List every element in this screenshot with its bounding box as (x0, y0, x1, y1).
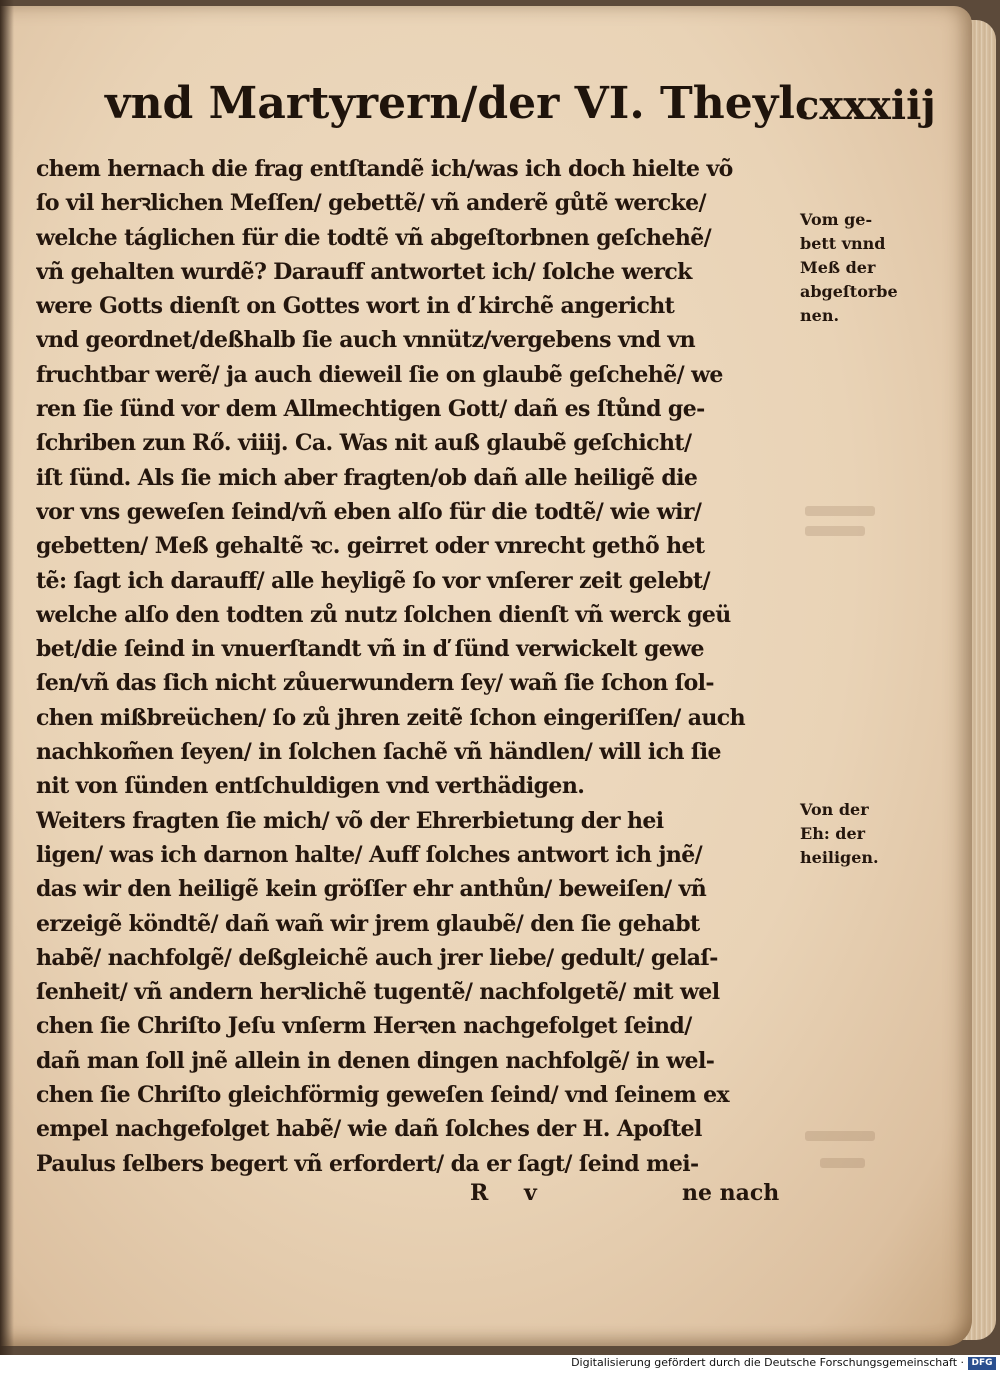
bleed-through-mark (820, 1158, 865, 1168)
dfg-logo: DFG (968, 1357, 996, 1370)
main-text-block (36, 152, 796, 1181)
text-line: chen mißbreüchen/ ſo zů jhren zeitẽ ſchon eingeriſſen/ auch (36, 704, 745, 731)
text-line: fruchtbar werẽ/ ja auch dieweil ſie on glaubẽ geſchehẽ/ we (36, 361, 723, 388)
text-line: bet/die ſeind in vnuerſtandt vñ in ď ſünd verwickelt gewe (36, 636, 704, 663)
bleed-through-mark (805, 526, 865, 536)
text-line: ſo vil herꝛlichen Meſſen/ gebettẽ/ vñ anderẽ gůtẽ wercke/ (36, 190, 706, 217)
text-line: Weiters fragten ſie mich/ võ der Ehrerbietung der hei (36, 807, 664, 834)
text-line: were Gotts dienſt on Gottes wort in ď kirchẽ angericht (36, 293, 675, 320)
catchword: ne nach (682, 1180, 780, 1206)
text-line: vnd geordnet/deßhalb ſie auch vnnütz/vergebens vnd vn (36, 327, 695, 354)
text-line: erzeigẽ köndtẽ/ dañ wañ wir jrem glaubẽ/ den ſie gehabt (36, 910, 700, 937)
signature-mark: R v (470, 1180, 551, 1206)
text-line: welche táglichen für die todtẽ vñ abgeſtorbnen geſchehẽ/ (36, 224, 712, 251)
text-line: chen ſie Chriſto Jeſu vnſerm Herꝛen nachgefolget ſeind/ (36, 1013, 692, 1040)
margin-note-line: heiligen. (800, 848, 879, 867)
text-line: nit von ſünden entſchuldigen vnd verthädigen. (36, 773, 585, 800)
text-line: ligen/ was ich darnon halte/ Auff ſolches antwort ich jnẽ/ (36, 841, 703, 868)
text-line: empel nachgefolget habẽ/ wie dañ ſolches der H. Apoſtel (36, 1116, 702, 1143)
text-line: iſt ſünd. Als ſie mich aber fragten/ob dañ alle heiligẽ die (36, 464, 698, 491)
text-line: ſen/vñ das ſich nicht zůuerwundern ſey/ wañ ſie ſchon ſol- (36, 670, 714, 697)
footer-bar (0, 1355, 1000, 1373)
book-binding (0, 0, 14, 1355)
text-line: nachkom̃en ſeyen/ in ſolchen ſachẽ vñ händlen/ will ich ſie (36, 739, 721, 766)
text-line: ſchriben zun Rő. viiij. Ca. Was nit auß glaubẽ geſchicht/ (36, 430, 692, 457)
text-line: ren ſie ſünd vor dem Allmechtigen Gott/ dañ es ſtůnd ge- (36, 396, 705, 423)
funding-credit: Digitalisierung gefördert durch die Deutsche Forschungsgemeinschaft · (571, 1356, 964, 1369)
text-line: das wir den heiligẽ kein gröſſer ehr anthůn/ beweiſen/ vñ (36, 876, 707, 903)
margin-note-line: Eh: der (800, 824, 866, 843)
margin-note-mass (800, 208, 908, 328)
text-line: ſenheit/ vñ andern herꝛlichẽ tugentẽ/ nachfolgetẽ/ mit wel (36, 979, 720, 1006)
margin-note-line: Vom ge- (800, 210, 873, 229)
text-line: vor vns geweſen ſeind/vñ eben alſo für die todtẽ/ wie wir/ (36, 498, 702, 525)
text-line: dañ man ſoll jnẽ allein in denen dingen nachfolgẽ/ in wel- (36, 1047, 715, 1074)
margin-note-line: nen. (800, 306, 840, 325)
text-line: habẽ/ nachfolgẽ/ deßgleichẽ auch jrer liebe/ gedult/ gelaſ- (36, 944, 718, 971)
bleed-through-mark (805, 1131, 875, 1141)
margin-note-saints (800, 798, 908, 870)
margin-note-line: Von der (800, 800, 869, 819)
bleed-through-mark (805, 506, 875, 516)
text-line: vñ gehalten wurdẽ? Darauff antwortet ich/ ſolche werck (36, 258, 692, 285)
margin-note-line: Meß der (800, 258, 876, 277)
text-line: gebetten/ Meß gehaltẽ ꝛc. geirret oder vnrecht gethõ het (36, 533, 705, 560)
folio-number: cxxxiij (795, 82, 936, 129)
margin-note-line: bett vnnd (800, 234, 886, 253)
text-line: tẽ: ſagt ich darauff/ alle heyligẽ ſo vor vnſerer zeit gelebt/ (36, 567, 710, 594)
text-line: chem hernach die frag entſtandẽ ich/was ich doch hielte võ (36, 156, 733, 182)
margin-note-line: abgeſtorbe (800, 282, 898, 301)
running-title: vnd Martyrern/der VI. Theyl. (105, 78, 811, 129)
text-line: welche alſo den todten zů nutz ſolchen dienſt vñ werck geü (36, 601, 731, 628)
text-line: Paulus ſelbers begert vñ erfordert/ da er ſagt/ ſeind mei- (36, 1150, 699, 1177)
text-line: chen ſie Chriſto gleichförmig geweſen ſeind/ vnd ſeinem ex (36, 1082, 730, 1109)
